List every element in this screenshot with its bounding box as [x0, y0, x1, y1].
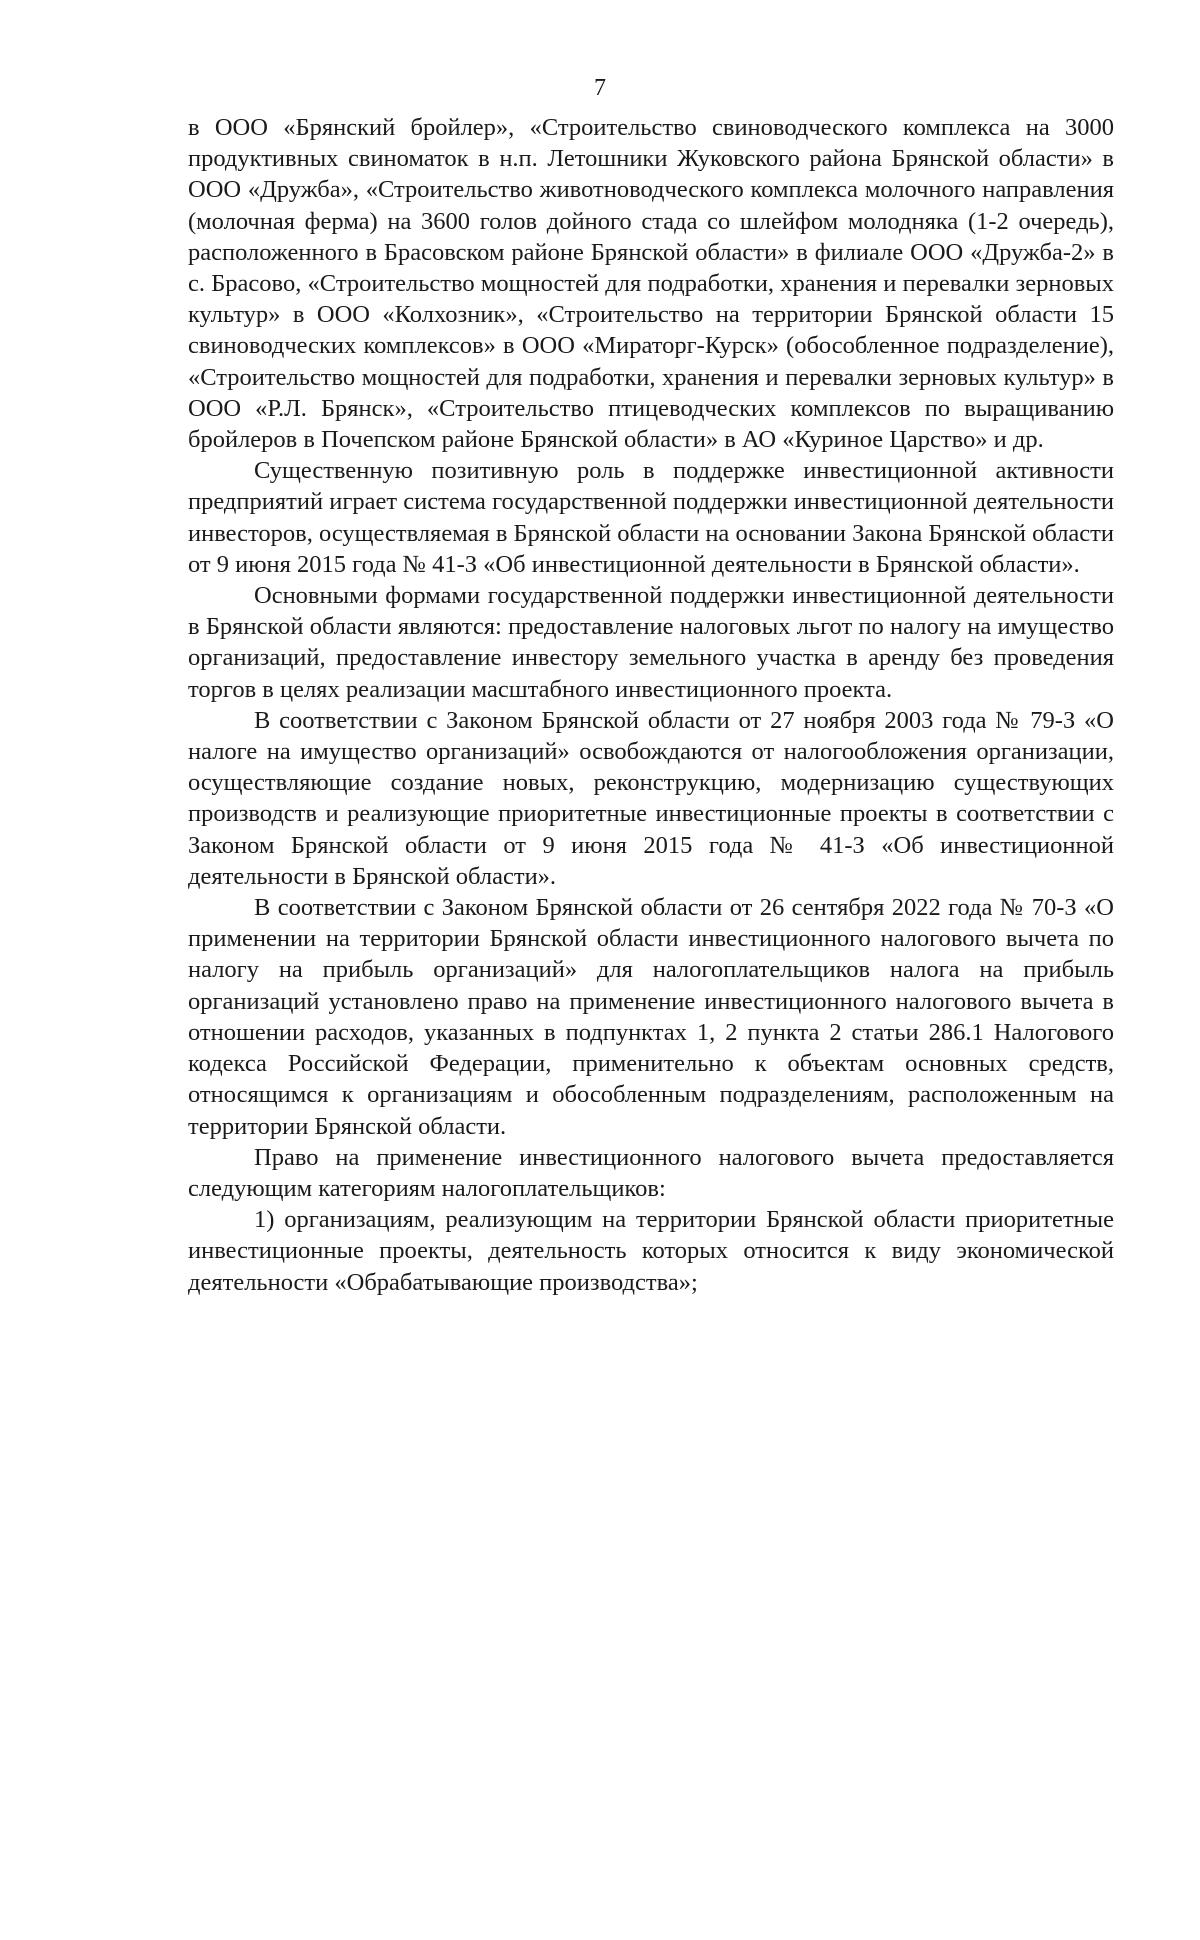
paragraph-support-forms: Основными формами государственной поддержки инвестиционной деятельности в Брянской области являются: предоставление налоговых льгот по налогу на имущество организаций, предоставление инвестору земельного участка в аренду без проведения торгов в целях реализации масштабного инвестиционного проекта. [188, 582, 1114, 703]
page-number: 7 [594, 75, 606, 101]
paragraph-property-tax-law: В соответствии с Законом Брянской области от 27 ноября 2003 года № 79-З «О налоге на имущество организаций» освобождаются от налогообложения организации, осуществляющие создание новых, реконструкцию, модернизацию существующих производств и реализующие приоритетные инвестиционные проекты в соответствии с Законом Брянской области от 9 июня 2015 года № 41-З «Об инвестиционной деятельности в Брянской области». [188, 706, 1114, 890]
paragraph-project-list: в ООО «Брянский бройлер», «Строительство свиноводческого комплекса на 3000 продуктивных свиноматок в н.п. Летошники Жуковского района Брянской области» в ООО «Дружба», «Строительство животноводческого комплекса молочного направления (молочная ферма) на 3600 голов дойного стада со шлейфом молодняка (1-2 очередь), расположенного в Брасовском районе Брянской области» в филиале ООО «Дружба-2» в с. Брасово, «Строительство мощностей для подработки, хранения и перевалки зерновых культур» в ООО «Колхозник», «Строительство на территории Брянской области 15 свиноводческих комплексов» в ООО «Мираторг-Курск» (обособленное подразделение), «Строительство мощностей для подработки, хранения и перевалки зерновых культур» в ООО «Р.Л. Брянск», «Строительство птицеводческих комплексов по выращиванию бройлеров в Почепском районе Брянской области» в АО «Куриное Царство» и др. [188, 114, 1114, 454]
paragraph-investment-deduction-law: В соответствии с Законом Брянской области от 26 сентября 2022 года № 70-З «О применении на территории Брянской области инвестиционного налогового вычета по налогу на прибыль организаций» для налогоплательщиков налога на прибыль организаций установлено право на применение инвестиционного налогового вычета в отношении расходов, указанных в подпунктах 1, 2 пункта 2 статьи 286.1 Налогового кодекса Российской Федерации, применительно к объектам основных средств, относящимся к организациям и обособленным подразделениям, расположенным на территории Брянской области. [188, 894, 1114, 1140]
paragraph-state-support-role: Существенную позитивную роль в поддержке инвестиционной активности предприятий играет система государственной поддержки инвестиционной деятельности инвесторов, осуществляемая в Брянской области на основании Закона Брянской области от 9 июня 2015 года № 41-З «Об инвестиционной деятельности в Брянской области». [188, 457, 1114, 578]
paragraph-deduction-right: Право на применение инвестиционного налогового вычета предоставляется следующим категориям налогоплательщиков: [188, 1143, 1114, 1202]
document-body [188, 112, 1114, 1298]
list-item-1: 1) организациям, реализующим на территории Брянской области приоритетные инвестиционные проекты, деятельность которых относится к виду экономической деятельности «Обрабатывающие производства»; [188, 1206, 1114, 1296]
